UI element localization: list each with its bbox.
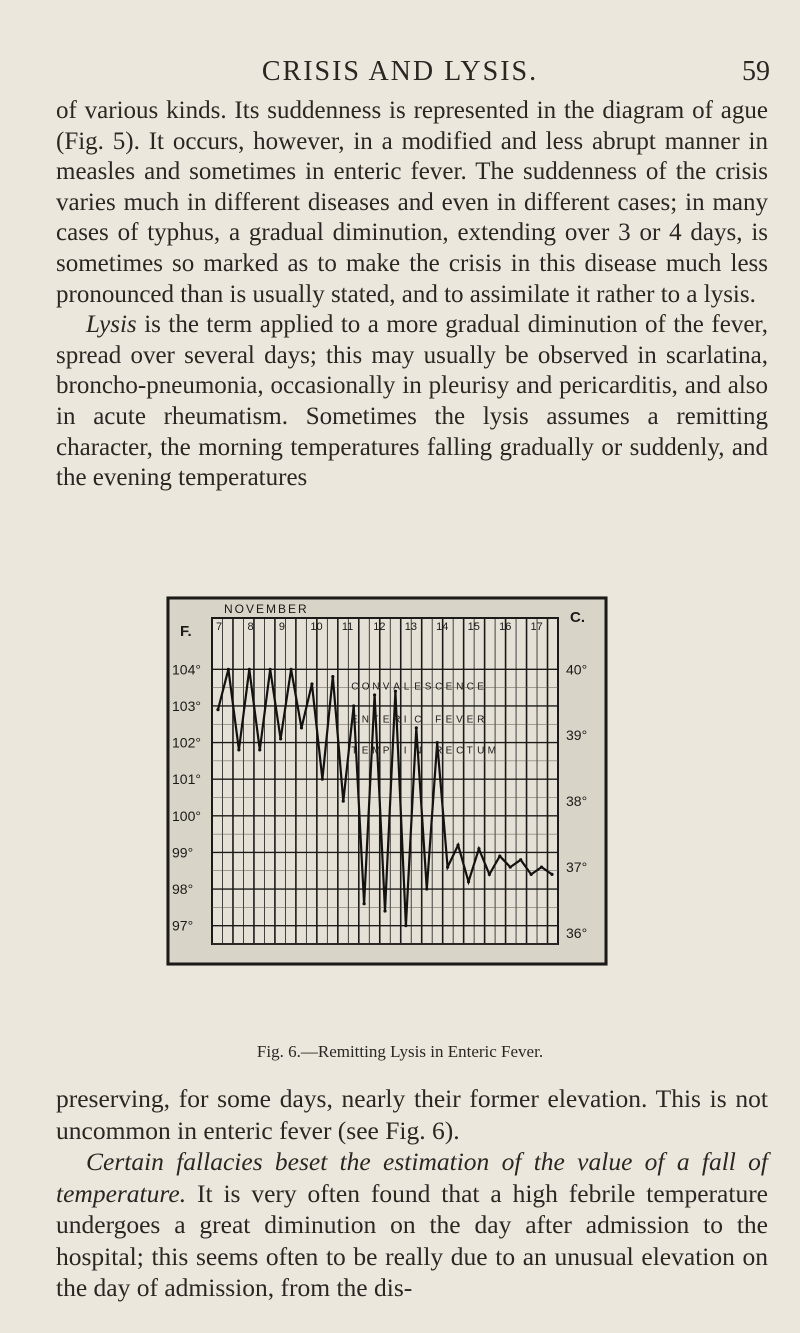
body-text-top bbox=[56, 96, 768, 494]
fahrenheit-tick-label: 98° bbox=[172, 881, 194, 898]
running-title: CRISIS AND LYSIS. bbox=[261, 56, 539, 87]
annotation-letter: M bbox=[372, 745, 381, 757]
temperature-point bbox=[237, 748, 240, 751]
fahrenheit-tick-label: 103° bbox=[172, 697, 201, 714]
paragraph bbox=[56, 310, 768, 494]
annotation-letter: N bbox=[456, 681, 464, 693]
celsius-tick-label: 37° bbox=[566, 859, 588, 876]
annotation-letter: E bbox=[477, 681, 484, 693]
fahrenheit-tick-label: 101° bbox=[172, 771, 201, 788]
annotation-letter: C bbox=[435, 681, 443, 693]
annotation-letter: E bbox=[382, 714, 390, 726]
annotation-letter: I bbox=[403, 714, 407, 726]
temperature-point bbox=[446, 865, 449, 868]
temperature-point bbox=[456, 844, 459, 847]
annotation-letter: E bbox=[466, 714, 474, 726]
annotation-letter: P bbox=[382, 745, 390, 757]
temperature-point bbox=[488, 873, 491, 876]
paragraph-text: It is very often found that a high febrile temperature undergoes a great diminution on the day after admission to the hospital; this seems often to be really due to an unusual elevation on the day of admission, from the dis- bbox=[56, 1178, 768, 1302]
temperature-point bbox=[227, 668, 230, 671]
paragraph-text: is the term applied to a more gradual diminution of the fever, spread over several days; this may usually be observed in scarlatina, broncho-pneumonia, occasionally in pleurisy and pericarditis, and also in acute rheumatism. Sometimes the lysis assumes a remitting character, the morning temperatures falling gradually or suddenly, and the evening temperatures bbox=[56, 311, 768, 492]
day-tick-label: 11 bbox=[341, 621, 354, 633]
body-text-bottom bbox=[56, 1083, 768, 1304]
day-tick-label: 17 bbox=[530, 621, 543, 633]
annotation-letter: C bbox=[456, 745, 464, 757]
page-number: 59 bbox=[742, 56, 770, 87]
annotation-letter: V bbox=[456, 714, 463, 726]
fallacies-heading: Certain fallacies beset the estimation of the value of a fall of temperature. bbox=[56, 1147, 768, 1208]
day-tick-label: 12 bbox=[373, 621, 386, 633]
annotation-letter: R bbox=[393, 714, 401, 726]
temperature-point bbox=[477, 847, 480, 850]
annotation-letter: E bbox=[445, 681, 453, 693]
fahrenheit-unit-label: F. bbox=[180, 623, 192, 640]
day-tick-label: 8 bbox=[247, 621, 254, 633]
temperature-point bbox=[519, 858, 522, 861]
month-label: NOVEMBER bbox=[224, 602, 309, 616]
temperature-point bbox=[352, 704, 355, 707]
celsius-tick-label: 39° bbox=[566, 727, 588, 744]
celsius-unit-label: C. bbox=[570, 609, 585, 626]
annotation-letter: A bbox=[393, 681, 400, 693]
chart-svg bbox=[166, 596, 608, 966]
annotation-letter: T bbox=[372, 714, 379, 726]
fahrenheit-tick-label: 100° bbox=[172, 807, 201, 824]
annotation-letter: C bbox=[466, 681, 474, 693]
temperature-point bbox=[289, 668, 292, 671]
annotation-letter: E bbox=[445, 714, 453, 726]
chart-grid bbox=[168, 598, 606, 964]
temperature-point bbox=[530, 873, 533, 876]
celsius-tick-label: 38° bbox=[566, 793, 588, 810]
temperature-point bbox=[300, 726, 303, 729]
fahrenheit-tick-label: 97° bbox=[172, 917, 194, 934]
celsius-tick-label: 40° bbox=[566, 661, 588, 678]
temperature-point bbox=[540, 865, 543, 868]
annotation-letter: V bbox=[382, 681, 390, 693]
figure-caption: Fig. 6.—Remitting Lysis in Enteric Fever. bbox=[256, 1042, 544, 1061]
temperature-point bbox=[216, 708, 219, 711]
temperature-point bbox=[331, 675, 334, 678]
annotation-letter: C bbox=[351, 681, 359, 693]
annotation-letter: R bbox=[477, 714, 485, 726]
temperature-point bbox=[321, 778, 324, 781]
annotation-letter: C bbox=[414, 714, 422, 726]
temperature-point bbox=[425, 887, 428, 890]
annotation-letter: O bbox=[361, 681, 370, 693]
day-tick-label: 10 bbox=[310, 621, 323, 633]
paragraph: preserving, for some days, nearly their former elevation. This is not uncommon in enteric fever (see Fig. 6). bbox=[56, 1084, 768, 1145]
annotation-letter: E bbox=[351, 714, 358, 726]
annotation-letter: T bbox=[351, 745, 358, 757]
temperature-point bbox=[342, 800, 345, 803]
annotation-letter: N bbox=[372, 681, 380, 693]
paragraph bbox=[56, 1146, 768, 1304]
temperature-point bbox=[248, 668, 251, 671]
temperature-point bbox=[269, 668, 272, 671]
temperature-point bbox=[383, 909, 386, 912]
celsius-tick-label: 36° bbox=[566, 925, 588, 942]
annotation-letter: S bbox=[424, 681, 432, 693]
annotation-letter: F bbox=[435, 714, 442, 726]
temperature-point bbox=[415, 726, 418, 729]
day-tick-label: 15 bbox=[467, 621, 480, 633]
temperature-point bbox=[509, 865, 512, 868]
annotation-letter: E bbox=[445, 745, 453, 757]
annotation-letter: I bbox=[403, 745, 407, 757]
temperature-point bbox=[436, 741, 439, 744]
paragraph: of various kinds. Its suddenness is represented in the diagram of ague (Fig. 5). It occurs, however, in a modified and less abrupt manner in measles and sometimes in enteric fever. The suddenness of the crisis varies much in different diseases and even in different cases; in many cases of typhus, a gradual diminution, extending over 3 or 4 days, is sometimes so marked as to make the crisis in this disease much less pronounced than is usually stated, and to assimilate it rather to a lysis. bbox=[56, 97, 768, 308]
fahrenheit-tick-label: 99° bbox=[172, 844, 194, 861]
fahrenheit-tick-label: 102° bbox=[172, 734, 201, 751]
annotation-letter: L bbox=[403, 681, 410, 693]
temperature-point bbox=[373, 693, 376, 696]
annotation-letter: N bbox=[361, 714, 370, 726]
temperature-point bbox=[310, 682, 313, 685]
temperature-point bbox=[550, 873, 553, 876]
day-tick-label: 14 bbox=[436, 621, 449, 633]
day-tick-label: 7 bbox=[216, 621, 223, 633]
temperature-point bbox=[498, 854, 501, 857]
temperature-point bbox=[467, 880, 470, 883]
temperature-chart bbox=[166, 596, 608, 966]
annotation-letter: E bbox=[414, 681, 421, 693]
annotation-letter: M bbox=[487, 745, 496, 757]
annotation-letter: U bbox=[477, 745, 485, 757]
temperature-point bbox=[279, 737, 282, 740]
day-tick-label: 9 bbox=[278, 621, 286, 633]
day-tick-label: 13 bbox=[404, 621, 417, 633]
annotation-letter: R bbox=[435, 745, 443, 757]
temperature-point bbox=[363, 902, 366, 905]
annotation-letter: E bbox=[361, 745, 369, 757]
page-header bbox=[0, 56, 800, 96]
temperature-point bbox=[404, 924, 407, 927]
day-tick-label: 16 bbox=[499, 621, 512, 633]
fahrenheit-tick-label: 104° bbox=[172, 661, 201, 678]
temperature-point bbox=[258, 748, 261, 751]
annotation-letter: T bbox=[466, 745, 473, 757]
annotation-letter: N bbox=[414, 745, 422, 757]
lysis-term: Lysis bbox=[86, 311, 137, 339]
